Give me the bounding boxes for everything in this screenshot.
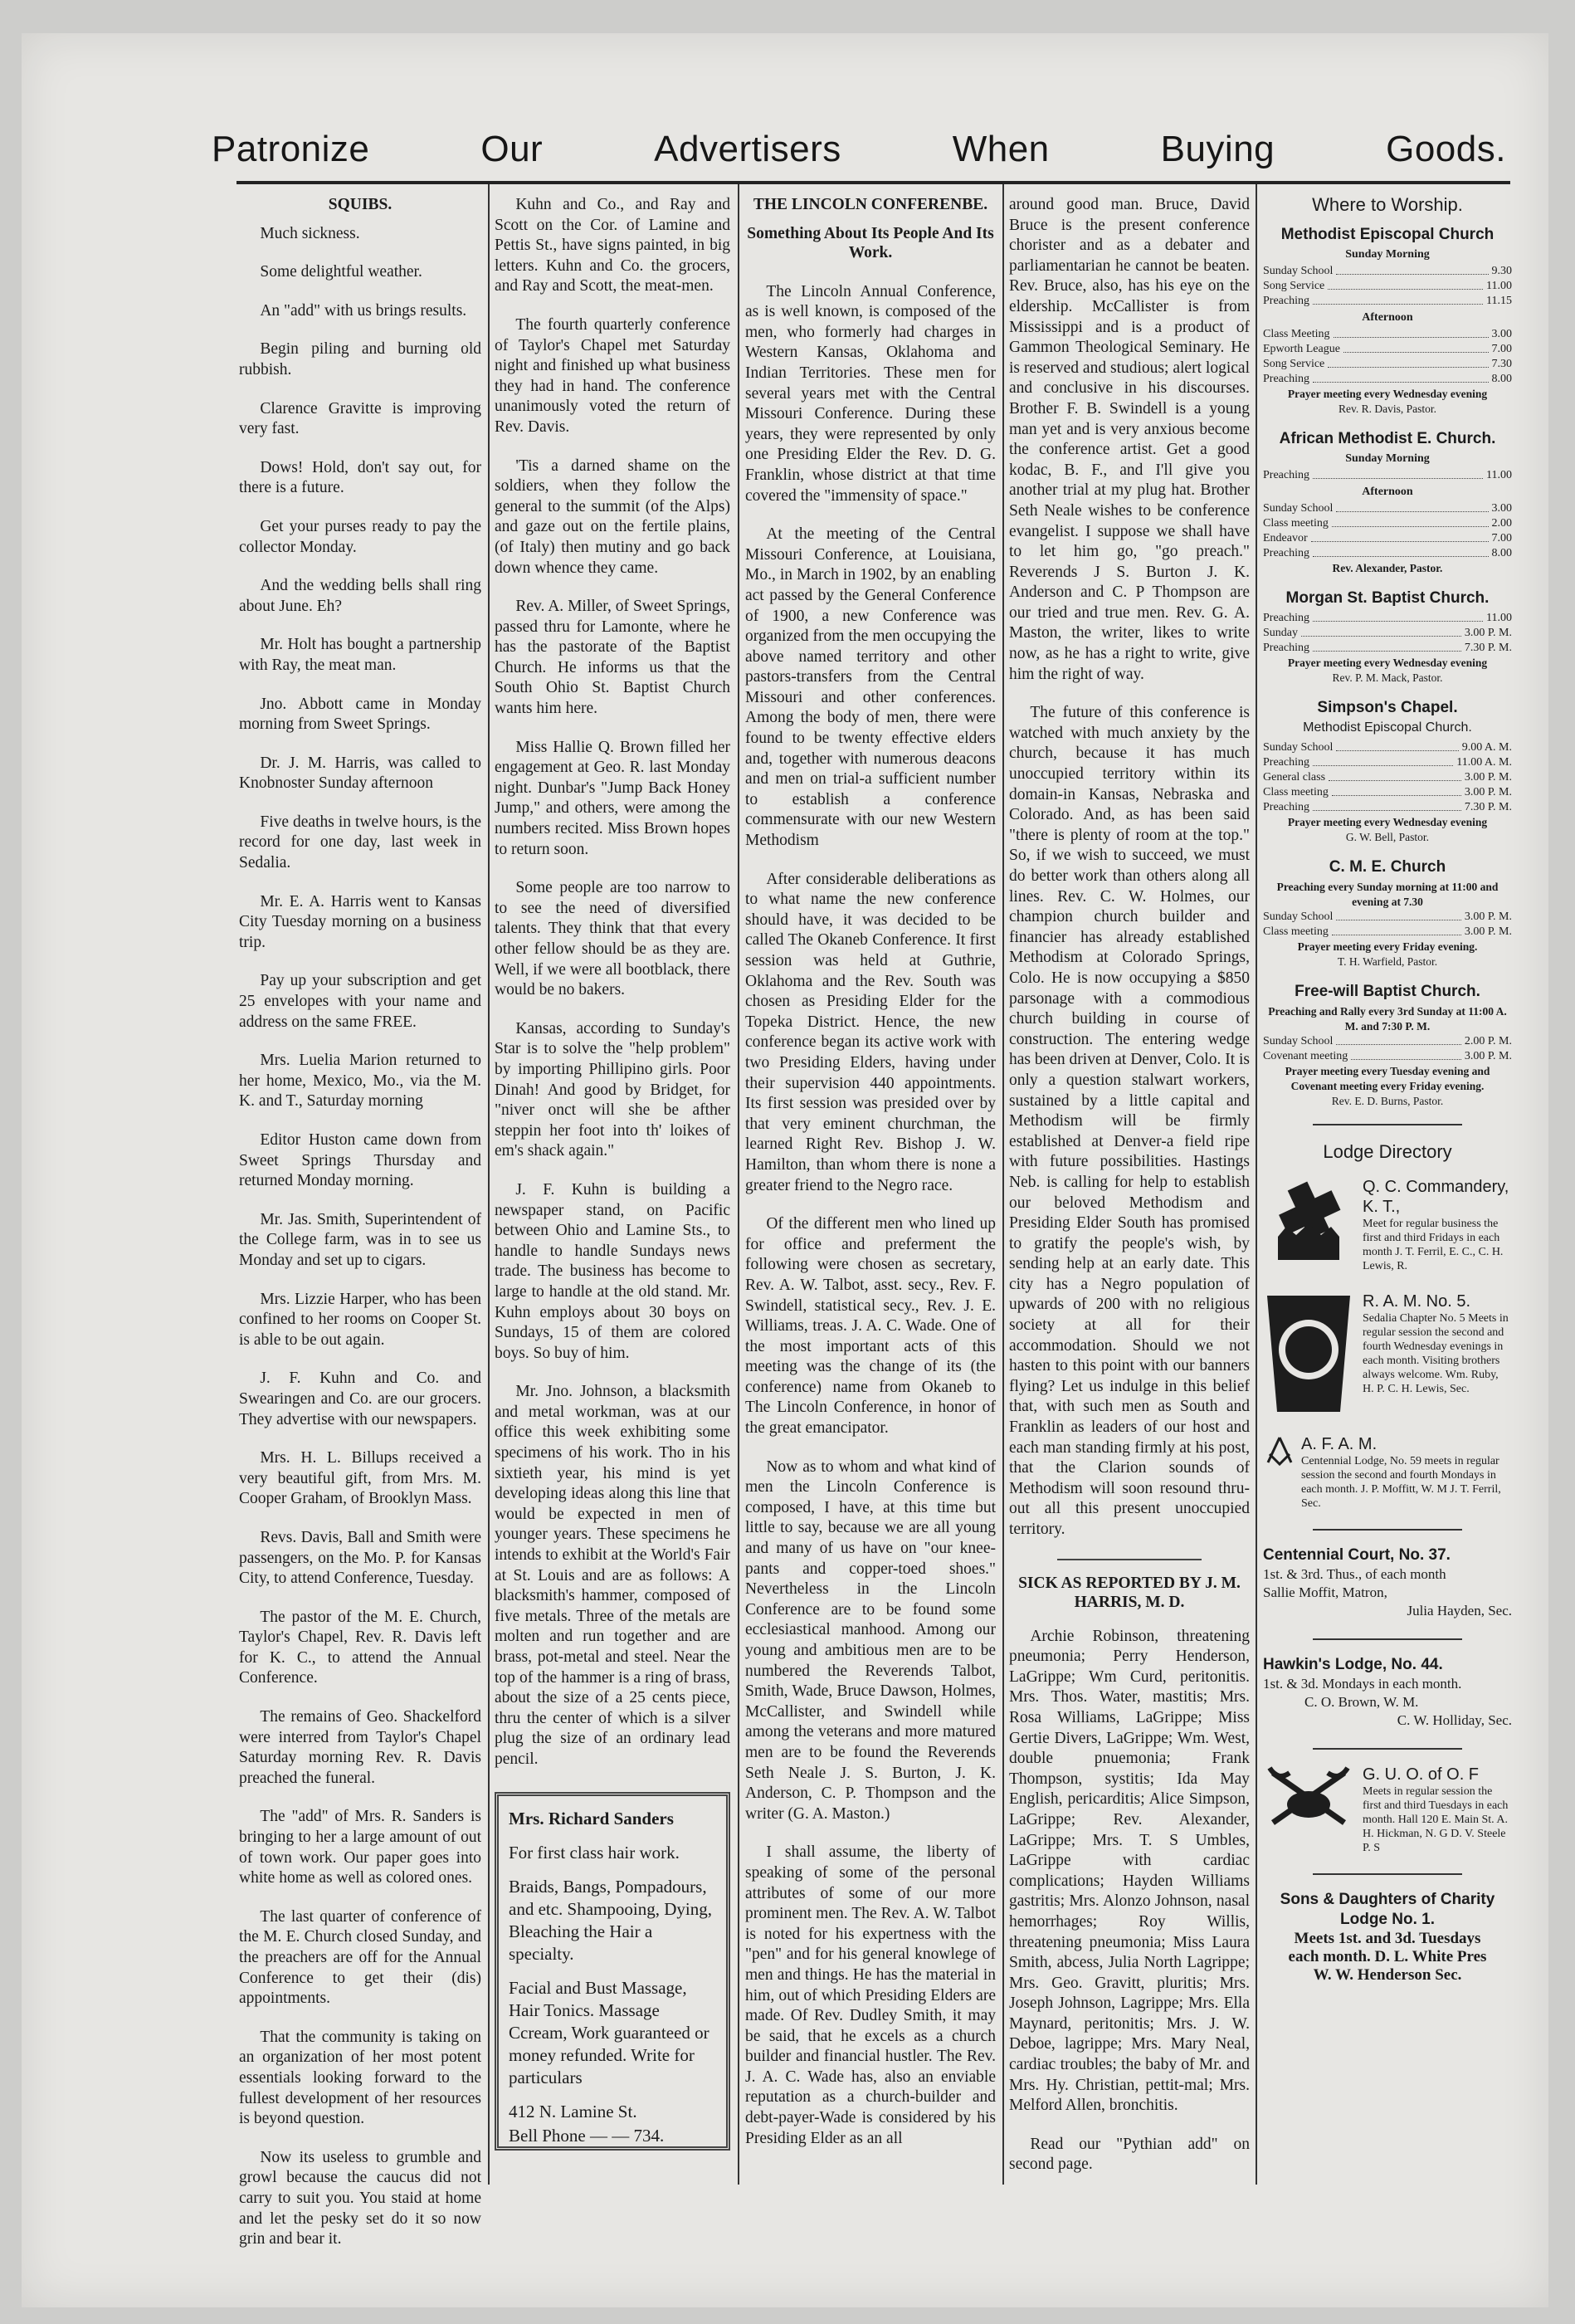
church-note: Preaching every Sunday morning at 11:00 and evening at 7.30 — [1276, 880, 1499, 908]
schedule-event: Preaching — [1263, 372, 1309, 385]
schedule-row — [1263, 785, 1512, 800]
schedule-event: Song Service — [1263, 357, 1325, 370]
lodge-kt — [1263, 1177, 1512, 1273]
lodge-name: Q. C. Commandery, K. T., — [1363, 1178, 1509, 1217]
crossed-axes-icon — [1263, 1765, 1354, 1831]
church-note: G. W. Bell, Pastor. — [1345, 830, 1430, 843]
sick-list: Archie Robinson, threatening pneumonia; Perry Henderson, LaGrippe; Wm Curd, peritonitis. Mrs. Thos. Water, mastitis; Mrs. Rosa Williams, LaGrippe; Miss Gertie Divers, LaGrippe; Wm. West, double pnuemonia; Frank Thompson, systitis; Ida May English, pericarditis; Alice Simpson, LaGrippe; Rev. Alexander, LaGrippe; Mrs. T. S Umbles, LaGrippe with cardiac complications; Hayden Williams gastritis; Mrs. Alonzo Johnson, nasal hemorrhages; Roy Willis, threatening pneumonia; Miss Laura Smith, abcess, Julia North Lagrippe; Mrs. Geo. Gravitt, pluritis; Mrs. Joseph Johnson, Lagrippe; Mrs. Ella Maynard, peritonitis; Mrs. J. W. Deboe, lagrippe; Mrs. Mary Neal, cardiac troubles; the baby of Mr. and Mrs. Hy. Christian, pettit-mal; Mrs. Melford Allen, bronchitis. — [1009, 1627, 1250, 2115]
schedule-row — [1263, 342, 1512, 357]
column-squibs — [239, 195, 481, 2268]
schedule-event: Preaching — [1263, 800, 1309, 813]
leader-dots — [1328, 357, 1488, 368]
church-note: Rev. E. D. Burns, Pastor. — [1331, 1094, 1444, 1107]
schedule-time: 3.00 P. M. — [1464, 626, 1512, 639]
column-local-news — [495, 195, 730, 1789]
paragraph: The pastor of the M. E. Church, Taylor's Chapel, Rev. R. Davis left for K. C., to attend the Annual Conference. — [239, 1608, 481, 1687]
paragraph: Now its useless to grumble and growl because the caucus did not carry to suit you. You staid at home and let the pesky set do it so now grin and bear it. — [239, 2148, 481, 2248]
paragraph: Begin piling and burning old rubbish. — [239, 340, 481, 378]
schedule-event: Preaching — [1263, 546, 1309, 559]
paragraph: The "add" of Mrs. R. Sanders is bringing to her a large amount of out of town work. Our paper goes into white home as well as colored ones. — [239, 1808, 481, 1887]
lodge-line: 1st. & 3rd. Thus., of each month — [1263, 1566, 1446, 1583]
local-news-body — [495, 195, 730, 1770]
paragraph: Five deaths in twelve hours, is the record for one day, last week in Sedalia. — [239, 813, 481, 872]
lodge-centennial-court — [1263, 1545, 1512, 1620]
schedule-event: Preaching — [1263, 294, 1309, 307]
schedule-time: 11.00 — [1486, 279, 1512, 292]
leader-dots — [1313, 546, 1489, 557]
leader-dots — [1332, 925, 1461, 935]
schedule-row — [1263, 531, 1512, 546]
leader-dots — [1351, 1049, 1461, 1060]
schedule-time: 7.00 — [1491, 531, 1512, 544]
paragraph: Kuhn and Co., and Ray and Scott on the Cor. of Lamine and Pettis St., have signs painted, in big letters. Kuhn and Co. the grocers, and Ray and Scott, the meat-men. — [495, 196, 730, 295]
banner-word: When — [952, 129, 1050, 169]
paragraph: Dr. J. M. Harris, was called to Knobnoster Sunday afternoon — [239, 754, 481, 793]
schedule-row — [1263, 501, 1512, 516]
schedule-event: General class — [1263, 770, 1326, 784]
church-list — [1263, 227, 1512, 1109]
church-note: Rev. P. M. Mack, Pastor. — [1332, 671, 1443, 684]
lodge-name: Hawkin's Lodge, No. 44. — [1263, 1656, 1443, 1674]
paragraph: At the meeting of the Central Missouri Conference, at Louisiana, Mo., in March in 1902, by an enabling act passed by the General Conference of 1900, a new Conference was organized from the men occupying the above named territory and other pastors-transfers from the Central Missouri and other conferences. Among the body of men, there were found to be twenty effective elders and, together with numerous deacons and men on trial-a sufficient number to establish a conference commensurate with our new Western Methodism — [745, 525, 996, 850]
schedule-time: 8.00 — [1491, 372, 1512, 385]
schedule-event: Sunday — [1263, 626, 1298, 639]
schedule-row — [1263, 372, 1512, 387]
lodge-name: A. F. A. M. — [1301, 1435, 1378, 1454]
paragraph: J. F. Kuhn is building a newspaper stand, on Pacific between Ohio and Lamine Sts., to handle to handle Sundays news trade. The business has become to large to handle at the old stand. Mr. Kuhn employs about 30 boys on Sundays, 15 of them are colored boys. So buy of him. — [495, 1180, 730, 1362]
schedule-group-label: Afternoon — [1362, 485, 1413, 498]
church-block — [1263, 429, 1512, 576]
church-note: Rev. Alexander, Pastor. — [1332, 561, 1443, 574]
banner-word: Our — [480, 129, 544, 169]
schedule-group-label: Sunday Morning — [1345, 452, 1430, 465]
leader-dots — [1328, 279, 1483, 290]
column-lincoln-conference — [745, 195, 996, 2167]
church-name: C. M. E. Church — [1329, 857, 1446, 876]
schedule-time: 3.00 P. M. — [1464, 785, 1512, 798]
church-name: Methodist Episcopal Church — [1280, 225, 1495, 243]
schedule-row — [1263, 626, 1512, 641]
church-note: Prayer meeting every Friday evening. — [1297, 940, 1478, 953]
leader-dots — [1313, 641, 1461, 652]
church-note: Prayer meeting every Wednesday evening — [1287, 815, 1488, 828]
schedule-time: 3.00 — [1491, 327, 1512, 340]
schedule-time: 3.00 — [1491, 501, 1512, 515]
lodge-line: W. W. Henderson Sec. — [1313, 1966, 1462, 1985]
schedule-event: Sunday School — [1263, 1034, 1334, 1047]
schedule-time: 7.00 — [1491, 342, 1512, 355]
paragraph: Mr. Jno. Johnson, a blacksmith and metal workman, was at our office this week exhibiting some specimens of his work. Tho in his sixtieth year, his mind is yet developing ideas along this line that would be expected in men of younger years. These specimens he intends to exhibit at the World's Fair at St. Louis and are as follows: A blacksmith's hammer, composed of five metals. Three of the metals are molten and run together and are brass, pot-metal and steel. Near the top of the hammer is a ring of brass, about the size of a 25 cents piece, thru the center of which is a silver plug the size of an ordinary lead pencil. — [495, 1383, 730, 1768]
ad-services-2: Facial and Bust Massage, Hair Tonics. Massage Ccream, Work guaranteed or money refunded. Write for particulars — [509, 1978, 709, 2087]
schedule-time: 3.00 P. M. — [1464, 925, 1512, 938]
schedule-time: 2.00 — [1491, 516, 1512, 530]
lodge-line: 1st. & 3d. Mondays in each month. — [1263, 1676, 1462, 1692]
column-conference-cont — [1009, 195, 1250, 2175]
schedule-event: Sunday School — [1263, 740, 1334, 754]
paragraph: Some people are too narrow to to see the need of diversified talents. They think that that every other fellow should be as they are. Well, if we were all bootblack, there would be no bakers. — [495, 879, 730, 999]
paragraph: The future of this conference is watched with much anxiety by the church, because it has much unoccupied territory within its domain-in Kansas, Nebraska and Colorado. And, as has been said "there is plenty of room at the top." So, if we wish to succeed, we must do better work than others along all lines. Rev. C. W. Holmes, our champion church builder and financier has already established Methodism at Colorado Springs, Colo. He is now occupying a $850 parsonage with a commodious church building in course of construction. The entering wedge has been driven at Denver, Colo. It is only a question stalwart workers, sustained by a little capital and Methodism will be firmly established at Denver-a field ripe with future possibilities. Hastings Neb. is calling for help to establish our beloved Methodism and Presiding Elder South has promised to gratify the people's wish, by sending help at an early date. This city has a Negro population of upwards of 200 with no religious society at all for their accommodation. Should we not hasten to this point with our banners flying? Let us indulge in this belief that, with such men as South and Franklin as leaders of our host and each man standing firmly at his post, that the Clarion sounds of Methodism will soon resound thru-out all this present unoccupied territory. — [1009, 704, 1251, 1538]
schedule-group-label: Sunday Morning — [1345, 247, 1430, 261]
paragraph: Mrs. Luelia Marion returned to her home, Mexico, Mo., via the M. K. and T., Saturday morning — [239, 1052, 481, 1111]
schedule-time: 8.00 — [1491, 546, 1512, 559]
schedule-time: 11.00 A. M. — [1456, 755, 1512, 769]
lodge-line: C. O. Brown, W. M. — [1304, 1694, 1419, 1711]
schedule-row — [1263, 1034, 1512, 1049]
schedule-row — [1263, 755, 1512, 770]
paragraph: Of the different men who lined up for office and preferment the following were chosen as secretary, Rev. A. W. Talbot, asst. secy., Rev. F. Swindell, statistical secy., Rev. J. E. Williams, treas. J. A. C. Wade. One of the most important acts of this meeting was the change of its (the conference) name from Okaneb to The Lincoln Conference, in honor of the great emancipator. — [745, 1215, 996, 1438]
schedule-row — [1263, 1049, 1512, 1064]
paragraph: The last quarter of conference of the M. E. Church closed Sunday, and the preachers are off for the Annual Conference to get their (dis) appointments. — [239, 1907, 481, 2008]
schedule-event: Preaching — [1263, 755, 1309, 769]
paragraph: Now as to whom and what kind of men the Lincoln Conference is composed, I have, at this time but little to say, because we are all young and many of us have on "our knee-pants and copper-toed shoes." Nevertheless in the Lincoln Conference are to be found some ecclesiastical manhood. Among our young and ambitious men are to be numbered the Reverends Talbot, Smith, Wade, Bruce Dawson, Holmes, McCallister, and Swindell while among the veterans and more matured men are to be found the Reverends Seth Neale J. S. Burton, J. K. Anderson, C. P. Thompson and the writer (G. A. Maston.) — [745, 1457, 996, 1823]
lodge-line: each month. D. L. White Pres — [1288, 1948, 1487, 1966]
lodge-guo — [1263, 1765, 1512, 1855]
leader-dots — [1301, 626, 1461, 637]
ad-services: Braids, Bangs, Pompadours, and etc. Shampooing, Dying, Bleaching the Hair a specialty. — [509, 1877, 712, 1964]
schedule-time: 11.15 — [1486, 294, 1512, 307]
worship-heading: Where to Worship. — [1312, 194, 1463, 215]
lodge-sons-daughters — [1263, 1890, 1512, 1985]
schedule-row — [1263, 740, 1512, 755]
lodge-text: Meet for regular business the first and third Fridays in each month J. T. Ferril, E. C., C. H. Lewis, R. — [1363, 1218, 1504, 1273]
column-rule — [1256, 184, 1257, 2185]
ad-name: Mrs. Richard Sanders — [509, 1809, 674, 1828]
lodge-line: C. W. Holliday, Sec. — [1397, 1712, 1512, 1729]
paragraph: Dows! Hold, don't say out, for there is a future. — [239, 458, 481, 497]
paragraph: An "add" with us brings results. — [260, 301, 467, 320]
ad-phone: Bell Phone — — 734. — [509, 2126, 665, 2146]
lodge-line: Julia Hayden, Sec. — [1407, 1603, 1512, 1619]
paragraph: Mr. Jas. Smith, Superintendent of the College farm, was in to see us Monday and set up to cigars. — [239, 1210, 481, 1269]
keystone-icon — [1263, 1291, 1354, 1416]
sick-heading: SICK AS REPORTED BY J. M. HARRIS, M. D. — [1018, 1574, 1241, 1611]
schedule-time: 9.00 A. M. — [1461, 740, 1512, 754]
schedule-row — [1263, 468, 1512, 483]
church-block — [1263, 698, 1512, 845]
church-block — [1263, 227, 1512, 417]
conference-subheading: Something About Its People And Its Work. — [747, 224, 994, 261]
lodge-number: Lodge No. 1. — [1340, 1911, 1435, 1929]
schedule-event: Sunday School — [1263, 910, 1334, 923]
leader-dots — [1311, 531, 1489, 542]
schedule-time: 2.00 P. M. — [1464, 1034, 1512, 1047]
schedule-event: Epworth League — [1263, 342, 1340, 355]
paragraph: The Lincoln Annual Conference, as is well known, is composed of the men, who formerly had charges in Western Kansas, Oklahoma and Indian Territories. These men for several years met with the Central Missouri Conference. During these years, they were represented by only one Presiding Elder the Rev. D. G. Franklin, whose district at that time covered the "immensity of space." — [745, 282, 996, 505]
church-block — [1263, 984, 1512, 1109]
schedule-event: Song Service — [1263, 279, 1325, 292]
banner-word: Goods. — [1386, 129, 1506, 169]
divider — [1057, 1559, 1202, 1560]
leader-dots — [1336, 740, 1458, 751]
lodge-heading: Lodge Directory — [1323, 1140, 1452, 1162]
sanders-ad — [495, 1792, 730, 2151]
schedule-row — [1263, 357, 1512, 372]
schedule-time: 3.00 P. M. — [1464, 770, 1512, 784]
paragraph: Editor Huston came down from Sweet Springs Thursday and returned Monday morning. — [239, 1131, 481, 1190]
divider — [1313, 1873, 1462, 1875]
lodge-afam — [1263, 1434, 1512, 1511]
schedule-time: 7.30 P. M. — [1464, 800, 1512, 813]
schedule-row — [1263, 925, 1512, 940]
paragraph: Get your purses ready to pay the collector Monday. — [239, 517, 481, 556]
leader-dots — [1336, 264, 1488, 275]
conference-heading: THE LINCOLN CONFERENBE. — [753, 196, 988, 213]
schedule-row — [1263, 546, 1512, 561]
leader-dots — [1313, 611, 1483, 622]
paragraph: around good man. Bruce, David Bruce is the present conference chorister and as a debater and parliamentarian he cannot be beaten. Rev. Bruce, also, has his eye on the eldership. McCallister is from Mississippi and is a product of Gammon Theological Seminary. He is reserved and studious; alert logical and conclusive in his discourses. Brother F. B. Swindell is a young man yet and is very anxious become the conference artist. Get a good kodac, B. F., and I'll give you another trial at my plug hat. Brother Seth Neale wishes to be conference evangelist. I suppose we shall have to let him go, "go preach." Reverends J S. Burton J. K. Anderson and C. P Thompson are our tried and true men. Rev. G. A. Maston, the writer, likes to write now, as he has a right to write, give him the right of way. — [1009, 196, 1250, 683]
banner-word: Patronize — [212, 129, 370, 169]
schedule-row — [1263, 264, 1512, 279]
church-subname: Methodist Episcopal Church. — [1303, 720, 1472, 735]
lodge-line: Sallie Moffit, Matron, — [1263, 1584, 1387, 1601]
schedule-event: Class Meeting — [1263, 327, 1330, 340]
church-name: African Methodist E. Church. — [1279, 429, 1496, 447]
schedule-time: 3.00 P. M. — [1464, 910, 1512, 923]
schedule-row — [1263, 327, 1512, 342]
cross-and-crown-icon — [1263, 1177, 1354, 1268]
lodge-line: Meets 1st. and 3d. Tuesdays — [1294, 1930, 1481, 1948]
divider — [1313, 1124, 1462, 1125]
paragraph: After considerable deliberations as to what name the new conference should have, it was decided to be called The Okaneb Conference. It first session was held at Guthrie, Oklahoma and the Rev. South was chosen as Presiding Elder for the Topeka District. Hence, the new conference began its active work with two Presiding Elders, having under their supervision 440 appointments. Its first session was presided over by that very eminent churchman, the learned Right Rev. Bishop J. W. Hamilton, than whom there is none a greater friend to the Negro race. — [745, 870, 996, 1194]
leader-dots — [1313, 372, 1489, 383]
paragraph: Pay up your subscription and get 25 envelopes with your name and address on the same FREE. — [239, 972, 481, 1031]
schedule-event: Endeavor — [1263, 531, 1308, 544]
schedule-row — [1263, 611, 1512, 626]
lodge-ram — [1263, 1291, 1512, 1416]
lodge-text: Meets in regular session the first and third Tuesdays in each month. Hall 120 E. Main St. A. H. Hickman, N. G D. V. Steele P. S — [1363, 1785, 1509, 1855]
lodge-name: R. A. M. No. 5. — [1363, 1292, 1471, 1311]
church-note: Preaching and Rally every 3rd Sunday at 11:00 A. M. and 7:30 P. M. — [1268, 1004, 1507, 1033]
divider — [1313, 1748, 1462, 1750]
pythian-note: Read our "Pythian add" on second page. — [1009, 2135, 1250, 2174]
leader-dots — [1313, 468, 1483, 479]
church-block — [1263, 857, 1512, 969]
divider — [1313, 1638, 1462, 1640]
schedule-event: Class meeting — [1263, 925, 1329, 938]
paragraph: The remains of Geo. Shackelford were interred from Taylor's Chapel Saturday morning Rev. R. Davis preached the funeral. — [239, 1708, 481, 1787]
leader-dots — [1313, 800, 1461, 811]
schedule-event: Sunday School — [1263, 501, 1334, 515]
leader-dots — [1336, 1034, 1460, 1045]
leader-dots — [1336, 501, 1488, 512]
schedule-time: 7.30 — [1491, 357, 1512, 370]
schedule-event: Preaching — [1263, 611, 1309, 624]
schedule-event: Class meeting — [1263, 516, 1329, 530]
lodge-name: G. U. O. of O. F — [1363, 1765, 1480, 1784]
lodge-name: Sons & Daughters of Charity — [1280, 1891, 1495, 1909]
church-name: Morgan St. Baptist Church. — [1285, 588, 1490, 607]
square-compass-icon — [1263, 1434, 1296, 1467]
paragraph: Some delightful weather. — [260, 263, 422, 281]
schedule-event: Sunday School — [1263, 264, 1334, 277]
paragraph: Much sickness. — [260, 224, 360, 242]
leader-dots — [1329, 770, 1461, 781]
lodge-text: Centennial Lodge, No. 59 meets in regular session the second and fourth Mondays in each month. J. P. Moffitt, W. M J. T. Ferril, Sec. — [1301, 1455, 1501, 1511]
leader-dots — [1343, 342, 1489, 353]
schedule-group-label: Afternoon — [1362, 310, 1413, 324]
paragraph: Kansas, according to Sunday's Star is to solve the "help problem" by importing Phillipino girls. Poor Dinah! And good by Bridget, for "niver onct will she be afther steppin her foot into th' loikes of em's shack again." — [495, 1019, 730, 1160]
leader-dots — [1313, 294, 1483, 305]
paragraph: Mr. E. A. Harris went to Kansas City Tuesday morning on a business trip. — [239, 892, 481, 951]
church-note: Prayer meeting every Wednesday evening — [1287, 656, 1488, 669]
paragraph: J. F. Kuhn and Co. and Swearingen and Co. are our grocers. They advertise with our newspapers. — [239, 1370, 481, 1428]
paragraph: Clarence Gravitte is improving very fast. — [239, 399, 481, 438]
schedule-time: 7.30 P. M. — [1464, 641, 1512, 654]
schedule-row — [1263, 516, 1512, 531]
schedule-row — [1263, 800, 1512, 815]
squibs-body — [239, 224, 481, 2250]
banner — [212, 124, 1506, 174]
church-name: Free-will Baptist Church. — [1295, 982, 1480, 1000]
ad-address: 412 N. Lamine St. — [509, 2102, 637, 2121]
church-note: T. H. Warfield, Pastor. — [1337, 954, 1438, 968]
paragraph: I shall assume, the liberty of speaking of some of the personal attributes of some of our more prominent men. The Rev. A. W. Talbot is noted for his expertness with the "pen" and for his general knowlege of men and things. He has the material in him, out of which Presiding Elders are made. Of Rev. Dudley Smith, it may be said, that he excels as a church builder and financial hustler. The Rev. J. A. C. Wade has, also an enviable reputation as a church-builder and debt-payer-Wade is considered by his Presiding Elder as an all — [745, 1843, 996, 2147]
schedule-time: 11.00 — [1486, 468, 1512, 481]
schedule-time: 9.30 — [1491, 264, 1512, 277]
paragraph: 'Tis a darned shame on the soldiers, when they follow the general to the summit (of the Alps) and gaze out on the fertile plains, (of Italy) then mutiny and go back down whence they came. — [495, 456, 730, 577]
conference-body — [745, 282, 996, 2150]
leader-dots — [1332, 516, 1489, 527]
schedule-time: 3.00 P. M. — [1464, 1049, 1512, 1062]
leader-dots — [1332, 785, 1461, 796]
column-rule — [488, 184, 490, 2185]
paragraph: Revs. Davis, Ball and Smith were passengers, on the Mo. P. for Kansas City, to attend Conference, Tuesday. — [239, 1528, 481, 1588]
paragraph: Jno. Abbott came in Monday morning from Sweet Springs. — [239, 695, 481, 734]
paragraph: The fourth quarterly conference of Taylor's Chapel met Saturday night and finished up what business they had in hand. The conference unanimously voted the return of Rev. Davis. — [495, 315, 730, 436]
lodge-hawkins — [1263, 1655, 1512, 1730]
church-block — [1263, 588, 1512, 686]
lodge-text: Sedalia Chapter No. 5 Meets in regular session the second and fourth Wednesday evenings in each month. Visiting brothers always welcome. Wm. Ruby, H. P. C. H. Lewis, Sec. — [1363, 1312, 1509, 1396]
column-rule — [738, 184, 739, 2185]
lodge-name: Centennial Court, No. 37. — [1263, 1546, 1451, 1565]
church-name: Simpson's Chapel. — [1317, 698, 1458, 716]
leader-dots — [1313, 755, 1453, 766]
schedule-row — [1263, 641, 1512, 656]
schedule-row — [1263, 294, 1512, 309]
paragraph: Rev. A. Miller, of Sweet Springs, passed thru for Lamonte, where he has the pastorate of the Baptist Church. He informs us that the South Ohio St. Baptist Church wants him here. — [495, 598, 730, 718]
leader-dots — [1334, 327, 1489, 338]
schedule-event: Preaching — [1263, 468, 1309, 481]
paragraph: Mr. Holt has bought a partnership with Ray, the meat man. — [239, 636, 481, 674]
schedule-row — [1263, 910, 1512, 925]
squibs-heading: SQUIBS. — [328, 196, 393, 213]
schedule-event: Preaching — [1263, 641, 1309, 654]
schedule-row — [1263, 279, 1512, 294]
banner-word: Advertisers — [654, 129, 841, 169]
church-note: Prayer meeting every Tuesday evening and Covenant meeting every Friday evening. — [1285, 1064, 1490, 1092]
paragraph: Mrs. H. L. Billups received a very beautiful gift, from Mrs. M. Cooper Graham, of Brooklyn Mass. — [239, 1449, 481, 1508]
leader-dots — [1336, 910, 1460, 920]
church-note: Rev. R. Davis, Pastor. — [1339, 402, 1436, 415]
conference-cont-body — [1009, 195, 1250, 1540]
schedule-event: Covenant meeting — [1263, 1049, 1348, 1062]
column-worship-lodges — [1263, 195, 1512, 2003]
top-rule — [236, 181, 1510, 184]
banner-word: Buying — [1160, 129, 1275, 169]
paragraph: And the wedding bells shall ring about June. Eh? — [239, 577, 481, 615]
column-rule — [1002, 184, 1004, 2185]
paragraph: Miss Hallie Q. Brown filled her engagement at Geo. R. last Monday night. Dunbar's "Jump Back Honey Jump," and others, were among the numbers recited. Miss Brown hopes to return soon. — [495, 738, 730, 858]
schedule-row — [1263, 770, 1512, 785]
paragraph: That the community is taking on an organization of her most potent essentials looking forward to the fullest development of her resources is beyond question. — [239, 2028, 481, 2128]
schedule-time: 11.00 — [1486, 611, 1512, 624]
ad-tagline: For first class hair work. — [509, 1843, 680, 1863]
paragraph: Mrs. Lizzie Harper, who has been confined to her rooms on Cooper St. is able to be out again. — [239, 1290, 481, 1349]
church-note: Prayer meeting every Wednesday evening — [1287, 387, 1488, 400]
divider — [1313, 1529, 1462, 1531]
schedule-event: Class meeting — [1263, 785, 1329, 798]
